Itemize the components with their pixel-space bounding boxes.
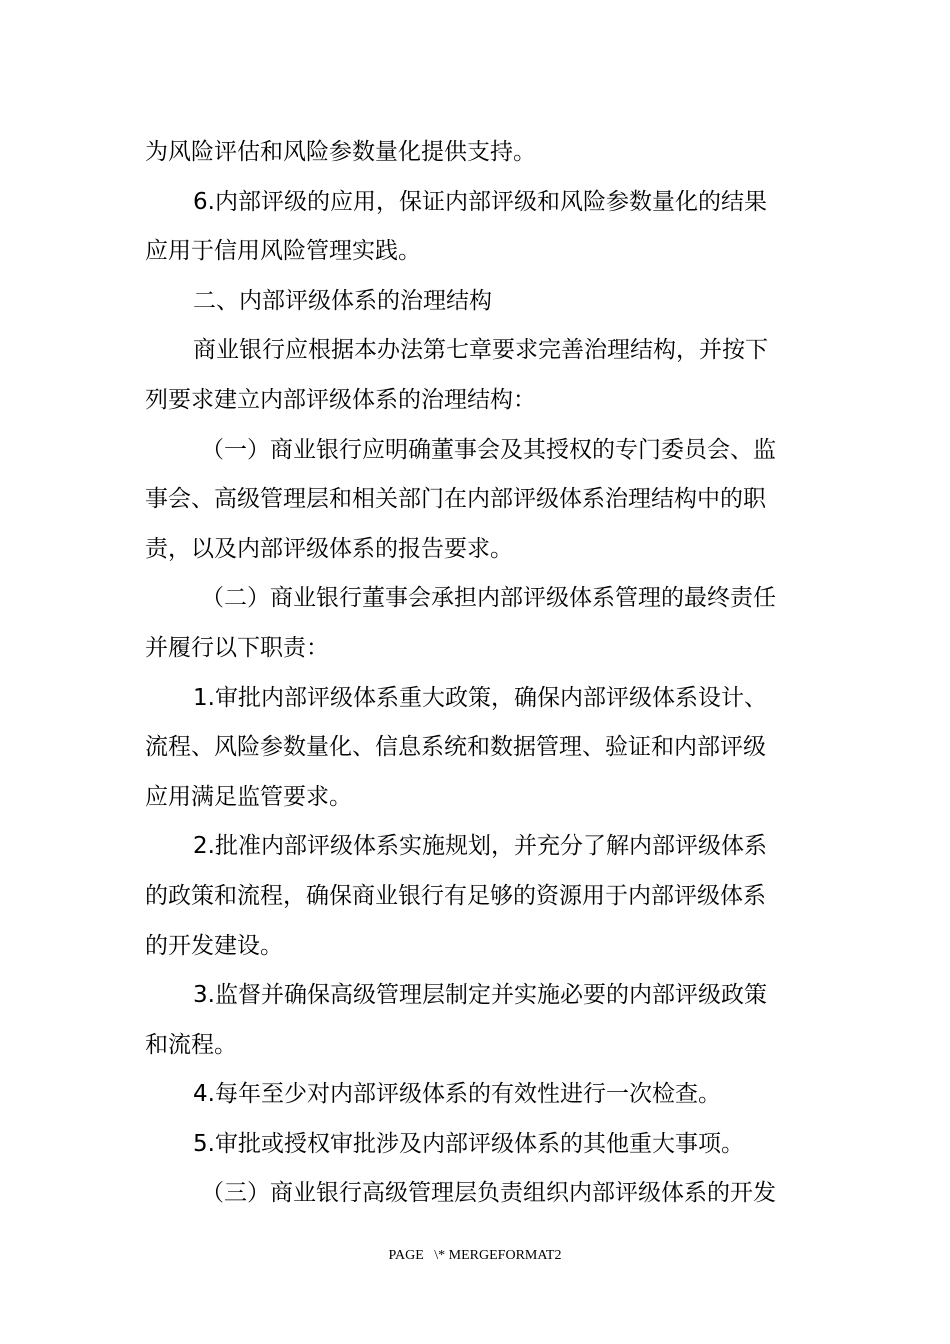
text-line: 4.每年至少对内部评级体系的有效性进行一次检查。 xyxy=(193,1081,721,1108)
text-line: 6.内部评级的应用，保证内部评级和风险参数量化的结果 xyxy=(193,188,767,215)
text-line: 责，以及内部评级体系的报告要求。 xyxy=(145,535,513,562)
text-line: 事会、高级管理层和相关部门在内部评级体系治理结构中的职 xyxy=(145,486,766,513)
text-line: 并履行以下职责： xyxy=(145,634,329,661)
text-line: （一）商业银行应明确董事会及其授权的专门委员会、监 xyxy=(201,436,776,463)
page-footer: PAGE \* MERGEFORMAT2 xyxy=(388,1248,562,1263)
text-line: 的开发建设。 xyxy=(145,932,283,959)
text-line: 1.审批内部评级体系重大政策，确保内部评级体系设计、 xyxy=(193,684,767,711)
text-line: 为风险评估和风险参数量化提供支持。 xyxy=(145,139,536,165)
text-line: 3.监督并确保高级管理层制定并实施必要的内部评级政策 xyxy=(193,982,767,1009)
text-line: 商业银行应根据本办法第七章要求完善治理结构，并按下 xyxy=(193,337,768,364)
text-line: （二）商业银行董事会承担内部评级体系管理的最终责任 xyxy=(201,585,776,612)
text-line: 列要求建立内部评级体系的治理结构： xyxy=(145,386,536,413)
text-line: 流程、风险参数量化、信息系统和数据管理、验证和内部评级 xyxy=(145,734,766,761)
section-heading: 二、内部评级体系的治理结构 xyxy=(193,287,492,314)
text-line: （三）商业银行高级管理层负责组织内部评级体系的开发 xyxy=(201,1180,776,1207)
text-line: 的政策和流程，确保商业银行有足够的资源用于内部评级体系 xyxy=(145,882,766,909)
text-line: 5.审批或授权审批涉及内部评级体系的其他重大事项。 xyxy=(193,1130,744,1157)
document-body xyxy=(145,128,810,1219)
text-line: 2.批准内部评级体系实施规划，并充分了解内部评级体系 xyxy=(193,833,767,860)
text-line: 和流程。 xyxy=(145,1031,237,1058)
text-line: 应用于信用风险管理实践。 xyxy=(145,238,421,265)
text-line: 应用满足监管要求。 xyxy=(145,783,352,810)
